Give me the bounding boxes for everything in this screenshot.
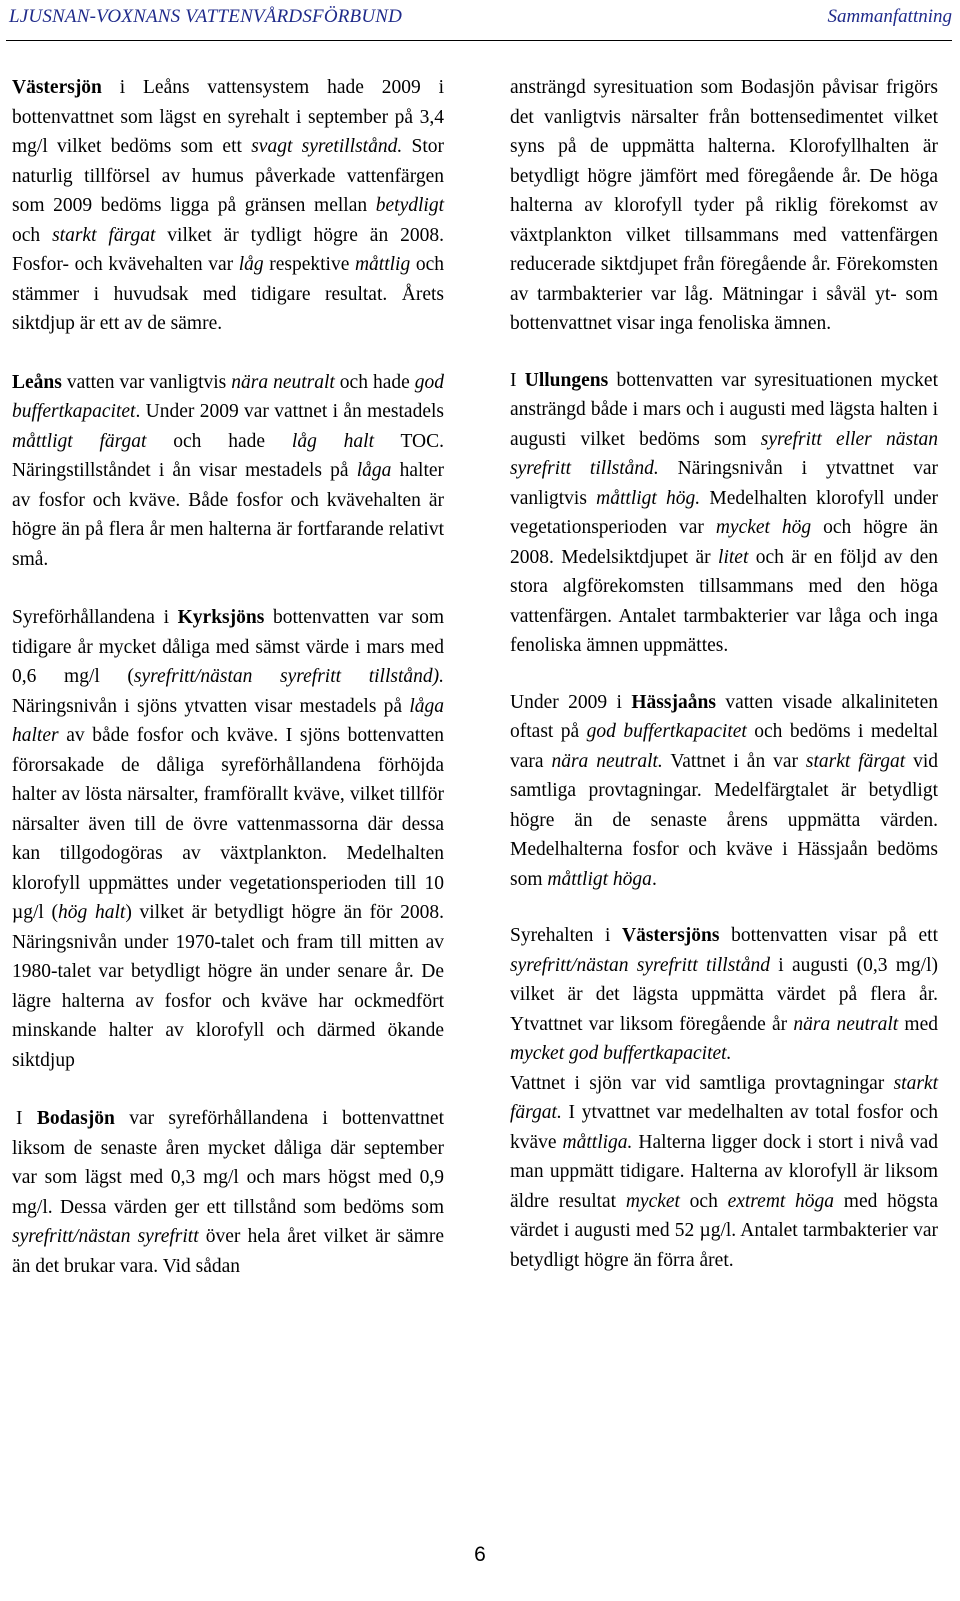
paragraph-kyrksjon: [12, 603, 444, 1075]
emphasis: litet: [718, 546, 749, 568]
paragraph-vastersjon-hassjaan: [510, 921, 938, 1069]
emphasis: mycket: [625, 1190, 680, 1212]
text: Näringsnivån i ytvattnet var vanligtvis: [510, 458, 939, 509]
text: ) vilket är betydligt högre än för 2008. Näringsnivån under 1970-talet och fram till mitten av 1980-talet var betydligt högre än under senare år. De lägre halterna av fosfor och kväve har ockmedfört minskande halter av klorofyll och därmed ökande siktdjup: [12, 902, 444, 1071]
emphasis: god buffertkapacitet: [586, 721, 747, 742]
text: i Leåns vattensystem hade 2009 i bottenvattnet som lägst en syrehalt i september på 3,4 mg/l vilket bedöms som ett: [12, 77, 444, 157]
emphasis: måttligt höga: [547, 868, 652, 890]
text: respektive: [263, 254, 355, 275]
emphasis: starkt färgat: [52, 224, 156, 246]
emphasis: starkt färgat.: [510, 1072, 938, 1123]
text: Syrehalten i: [510, 925, 622, 946]
lake-name: Bodasjön: [36, 1108, 115, 1129]
text: och högre än 2008. Medelsiktdjupet är: [510, 517, 938, 568]
emphasis: låg: [238, 254, 264, 275]
text: Vattnet i ån var: [662, 750, 806, 772]
text: och stämmer i huvudsak med tidigare resultat. Årets siktdjup är ett av de sämre.: [12, 254, 444, 334]
emphasis: syrefritt/nästan syrefritt tillstånd).: [133, 666, 444, 687]
emphasis: mycket god buffertkapacitet.: [510, 1043, 732, 1064]
text: Syreförhållandena i: [12, 607, 178, 628]
text: Halterna ligger dock i stort i nivå vad man uppmätt tidigare. Halterna av klorofyll är liksom äldre resultat: [510, 1131, 939, 1212]
paragraph-bodasjon-continued: [510, 73, 938, 339]
emphasis: hög halt: [58, 902, 126, 923]
emphasis: måttlig: [354, 254, 411, 275]
text: och bedöms i medeltal vara: [510, 721, 938, 772]
text: och: [679, 1190, 728, 1212]
text: Stor naturlig tillförsel av humus påverkade vattenfärgen som 2009 bedöms ligga på gränsen mellan: [12, 136, 444, 216]
emphasis: syrefritt/nästan syrefritt tillstånd: [510, 954, 770, 976]
text: I: [510, 369, 525, 391]
text: bottenvatten visar på ett: [719, 925, 939, 946]
text: ansträngd syresituation som Bodasjön påvisar frigörs det vanligtvis närsalter från bottensedimentet vilket syns på de uppmätta halterna. Klorofyllhalten är betydligt högre jämfört med föregående år. De höga halterna av klorofyll tyder på riklig förekomst av växtplankton vilket tillsammans med vattenfärgen reducerade siktdjupet från föregående år. Förekomsten av tarmbakterier var låg. Mätningar i såväl yt- som bottenvattnet visar inga fenoliska ämnen.: [510, 77, 938, 334]
emphasis: låg halt: [291, 430, 374, 452]
paragraph-ullungen: [510, 366, 938, 661]
emphasis: måttligt färgat: [12, 430, 147, 452]
text: och: [12, 224, 53, 246]
text: I ytvattnet var medelhalten av total fosfor och kväve: [510, 1102, 938, 1153]
text: Medelhalten klorofyll under vegetationsperioden var: [510, 487, 938, 538]
text: . Under 2009 var vattnet i ån mestadels: [135, 401, 444, 422]
text: vatten visade alkaliniteten oftast på: [510, 691, 938, 742]
emphasis: mycket hög: [715, 517, 812, 538]
text: var syreförhållandena i bottenvattnet liksom de senaste åren mycket dåliga där september var som lägst med 0,3 mg/l och mars högst med 0,9 mg/l. Dessa värden ger ett tillstånd som bedöms som: [12, 1108, 444, 1218]
lake-name: Ullungens: [524, 369, 609, 391]
lake-name: Kyrksjöns: [177, 607, 265, 628]
right-column: [510, 73, 938, 1275]
text: av både fosfor och kväve. I sjöns bottenvatten förorsakade de dåliga syreförhållandena förhöjda halter av lösta närsalter, framförallt kväve, vilket tillför närsalter även till de övre vattenmassorna där dessa kan tillgodogöras av växtplankton. Medelhalten klorofyll uppmättes under vegetationsperioden till 10 µg/l (: [12, 725, 444, 923]
text: över hela året vilket är sämre än det brukar vara. Vid sådan: [12, 1226, 444, 1277]
text: vatten var vanligtvis: [61, 371, 232, 393]
text: och hade: [146, 430, 292, 452]
header-organization: LJUSNAN-VOXNANS VATTENVÅRDSFÖRBUND: [9, 6, 403, 27]
lake-name: Västersjön: [12, 77, 102, 98]
emphasis: svagt syretillstånd.: [251, 136, 403, 157]
emphasis: starkt färgat: [805, 750, 906, 772]
emphasis: måttliga.: [562, 1131, 633, 1153]
text: vilket är tydligt högre än 2008. Fosfor- och kvävehalten var: [12, 224, 444, 275]
emphasis: betydligt: [375, 195, 444, 216]
text: Vattnet i sjön var vid samtliga provtagningar: [510, 1072, 894, 1094]
emphasis: syrefritt/nästan syrefritt: [12, 1226, 199, 1247]
text: Under 2009 i: [510, 691, 632, 713]
text: bottenvatten var som tidigare år mycket dåliga med sämst värde i mars med 0,6 mg/l (: [12, 607, 444, 687]
text: i augusti (0,3 mg/l) vilket är det lägsta uppmätta värdet på flera år. Ytvattnet var liksom föregående år: [510, 954, 938, 1035]
emphasis: måttligt hög.: [596, 487, 701, 509]
text: halter av fosfor och kväve. Både fosfor och kvävehalten är högre än på flera år men halterna är fortfarande relativt små.: [12, 460, 445, 570]
paragraph-vastersjon-lean: [12, 73, 444, 339]
lake-name: Västersjöns: [621, 925, 720, 946]
text: bottenvatten var syresituationen mycket ansträngd både i mars och i augusti med lägsta halten i augusti vilket bedöms som: [510, 369, 938, 450]
paragraph-vastersjon-water: [510, 1069, 938, 1276]
emphasis: extremt höga: [727, 1190, 835, 1212]
text: TOC. Näringstillståndet i ån visar mestadels på: [12, 430, 444, 481]
paragraph-hassjaan: [510, 688, 938, 895]
text: med högsta värdet i augusti med 52 µg/l. Antalet tarmbakterier var betydligt högre än förra året.: [510, 1190, 939, 1271]
text: vid samtliga provtagningar. Medelfärgtalet är betydligt högre än de senaste årens uppmätta värden. Medelhalterna fosfor och kväve i Hässjaån bedöms som: [510, 750, 938, 890]
text: och hade: [334, 371, 415, 393]
text: .: [651, 868, 657, 890]
emphasis: nära neutralt: [793, 1013, 899, 1035]
page-number: 6: [474, 1543, 486, 1566]
emphasis: nära neutralt: [231, 371, 335, 393]
left-column: [12, 73, 444, 1281]
emphasis: låga: [356, 460, 392, 481]
emphasis: god buffertkapacitet: [12, 371, 444, 422]
lake-name: Hässjaåns: [631, 691, 716, 713]
paragraph-bodasjon: [12, 1104, 444, 1281]
text: I: [16, 1108, 37, 1129]
header-section: Sammanfattning: [827, 6, 952, 27]
emphasis: nära neutralt.: [551, 750, 663, 772]
text: och är en följd av den stora algförekomsten tillsammans med den höga vattenfärgen. Antalet tarmbakterier var låga och inga fenoliska ämnen uppmättes.: [510, 546, 938, 656]
emphasis: låga halter: [12, 695, 444, 746]
text: med: [898, 1013, 939, 1035]
page-header: [6, 4, 952, 41]
paragraph-lean: [12, 368, 444, 575]
text: Näringsnivån i sjöns ytvatten visar mestadels på: [12, 695, 410, 717]
emphasis: syrefritt eller nästan syrefritt tillstånd.: [510, 428, 939, 479]
lake-name: Leåns: [12, 371, 62, 393]
